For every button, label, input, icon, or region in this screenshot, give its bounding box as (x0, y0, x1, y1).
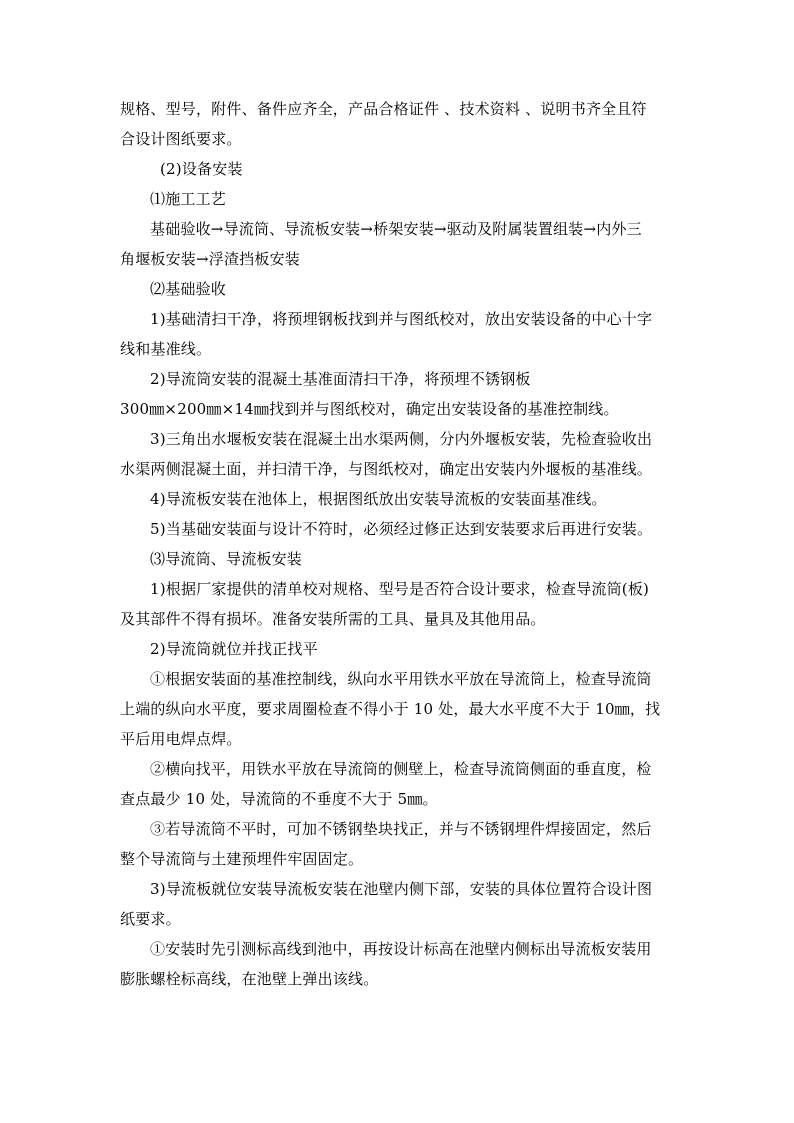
text-line: 查点最少 10 处，导流筒的不垂度不大于 5㎜。 (120, 790, 438, 808)
text-line: 3)三角出水堰板安装在混凝土出水渠两侧，分内外堰板安装，先检查验收出 (150, 430, 653, 448)
text-line: 及其部件不得有损坏。准备安装所需的工具、量具及其他用品。 (120, 610, 546, 628)
text-line: 角堰板安装→浮渣挡板安装 (120, 250, 300, 268)
text-line: 3)导流板就位安装导流板安装在池壁内侧下部，安装的具体位置符合设计图 (150, 880, 653, 898)
text-line: ⑶导流筒、导流板安装 (150, 550, 303, 568)
text-line: ⑵基础验收 (150, 280, 227, 298)
text-line: 平后用电焊点焊。 (120, 730, 242, 748)
document-body (120, 94, 680, 994)
text-line: ①安装时先引测标高线到池中，再按设计标高在池壁内侧标出导流板安装用 (150, 940, 652, 958)
text-line: 膨胀螺栓标高线，在池壁上弹出该线。 (120, 970, 379, 988)
text-line: 4)导流板安装在池体上，根据图纸放出安装导流板的安装面基准线。 (150, 490, 607, 508)
text-line: 整个导流筒与土建预埋件牢固固定。 (120, 850, 364, 868)
text-line: 300㎜×200㎜×14㎜找到并与图纸校对，确定出安装设备的基准控制线。 (120, 400, 619, 418)
text-line: 1)根据厂家提供的清单校对规格、型号是否符合设计要求，检查导流筒(板) (150, 580, 650, 598)
text-line: 上端的纵向水平度，要求周圈检查不得小于 10 处，最大水平度不大于 10㎜，找 (120, 700, 661, 718)
text-line: 2)导流筒安装的混凝土基准面清扫干净，将预埋不锈钢板 (150, 370, 531, 388)
text-line: 线和基准线。 (120, 340, 212, 358)
text-line: 5)当基础安装面与设计不符时，必须经过修正达到安装要求后再进行安装。 (150, 520, 653, 538)
text-line: 2)导流筒就位并找正找平 (150, 640, 318, 658)
text-line: 基础验收→导流筒、导流板安装→桥架安装→驱动及附属装置组装→内外三 (150, 220, 642, 238)
text-line: 1)基础清扫干净，将预埋钢板找到并与图纸校对，放出安装设备的中心十字 (150, 310, 653, 328)
text-line: ③若导流筒不平时，可加不锈钢垫块找正，并与不锈钢埋件焊接固定，然后 (150, 820, 652, 838)
text-line: 规格、型号，附件、备件应齐全，产品合格证件 、技术资料 、说明书齐全且符 (120, 100, 647, 118)
text-line: ⑴施工工艺 (150, 190, 227, 208)
text-line: (2)设备安装 (160, 160, 243, 178)
text-line: 水渠两侧混凝土面，并扫清干净，与图纸校对，确定出安装内外堰板的基准线。 (120, 460, 653, 478)
text-line: 合设计图纸要求。 (120, 130, 242, 148)
text-line: ①根据安装面的基准控制线，纵向水平用铁水平放在导流筒上，检查导流筒 (150, 670, 652, 688)
text-line: ②横向找平，用铁水平放在导流筒的侧壁上，检查导流筒侧面的垂直度，检 (150, 760, 652, 778)
text-line: 纸要求。 (120, 910, 181, 928)
